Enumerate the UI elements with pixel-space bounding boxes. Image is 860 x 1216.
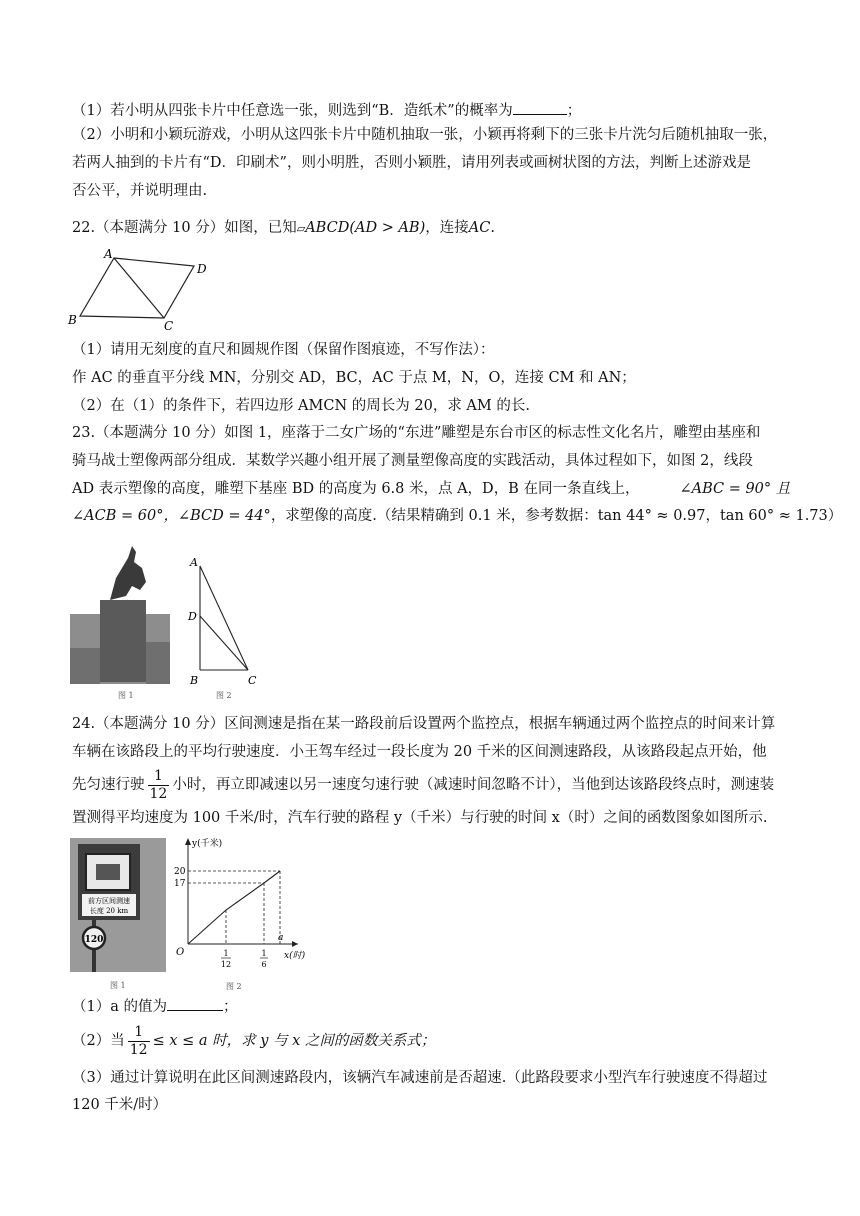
fig1-caption: 图 1 [118,691,134,700]
y-tick-17: 17 [174,879,186,889]
q24-line2: 车辆在该路段上的平均行驶速度．小王驾车经过一段长度为 20 千米的区间测速路段，从该路段起点开始，他 [72,744,767,760]
q23-line3: AD 表示塑像的高度，雕塑下基座 BD 的高度为 6.8 米，点 A，D，B 在同一条直线上， ∠ABC = 90° 且 [72,481,791,497]
label-c: C [164,319,174,333]
q23-line1: 23.（本题满分 10 分）如图 1，座落于二女广场的“东进”雕塑是东台市区的标志性文化名片，雕塑由基座和 [72,425,761,441]
q22-part1: （1）请用无刻度的直尺和圆规作图（保留作图痕迹，不写作法）： [72,342,495,358]
speed-limit-value: 120 [84,935,104,945]
q21-part2-line2: 若两人抽到的卡片有“D．印刷术”，则小明胜，否则小颖胜，请用列表或画树状图的方法，判断上述游戏是 [72,155,751,171]
label-a: A [104,247,113,261]
segment-dc [200,616,248,670]
diagonal-ac [114,258,164,318]
q21-part1: （1）若小明从四张卡片中任意选一张，则选到“B．造纸术”的概率为 ； [72,100,581,121]
q23-line4: ∠ACB = 60°，∠BCD = 44°，求塑像的高度.（结果精确到 0.1 米，参考数据：tan 44° ≈ 0.97，tan 60° ≈ 1.73） [72,508,843,524]
fig2-caption: 图 2 [226,982,242,991]
horse-rider-statue [110,546,146,600]
origin-label: O [176,947,185,958]
fig2-caption: 图 2 [216,691,232,700]
q24-part3-line1: （3）通过计算说明在此区间测速路段内，该辆汽车减速前是否超速.（此路段要求小型汽车行驶速度不得超过 [72,1070,768,1086]
label-a: A [190,556,198,569]
q21-part2-line3: 否公平，并说明理由. [72,183,208,199]
label-d: D [188,610,197,623]
x-axis-arrow [292,941,298,947]
x-axis-label: x(时) [284,951,306,961]
fraction-1-12: $\frac{1}{12}$ [149,767,168,802]
q24-part3-line2: 120 千米/时） [72,1097,168,1113]
label-b: B [68,313,77,327]
x-tick-1-12-num: 1 [223,949,229,958]
q24-line3: 先匀速行驶 $\frac{1}{12}$ 小时，再立即减速以另一速度匀速行驶（减速时间忽略不计），当他到达该路段终点时，测速装 [72,767,775,802]
y-tick-20: 20 [174,867,186,877]
answer-blank [513,100,567,115]
q24-line4: 置测得平均速度为 100 千米/时，汽车行驶的路程 y（千米）与行驶的时间 x（时）之间的函数图象如图所示. [72,810,768,826]
sign-text-1: 前方区间测速 [88,897,130,905]
q24-speed-sign-photo [70,838,166,990]
q24-part1: （1）a 的值为 ； [72,996,237,1017]
x-tick-1-6-num: 1 [261,949,267,958]
fig1-caption: 图 1 [110,981,126,990]
y-axis-label: y(千米) [192,839,223,849]
q24-distance-time-graph [172,834,322,994]
sculpture-base [100,600,146,682]
parallelogram-abcd [80,258,194,318]
q22-heading: 22.（本题满分 10 分）如图，已知▱ABCD(AD > AB)，连接AC. [72,220,495,236]
x-tick-1-12-den: 12 [220,960,232,969]
y-axis-arrow [185,838,191,845]
sign-text-2: 长度 20 km [89,907,129,915]
q23-triangle-figure [186,552,266,700]
q21-part2-line1: （2）小明和小颖玩游戏，小明从这四张卡片中随机抽取一张，小颖再将剩下的三张卡片洗匀后随机抽取一张， [72,127,778,143]
q24-line1: 24.（本题满分 10 分）区间测速是指在某一路段前后设置两个监控点，根据车辆通过两个监控点的时间来计算 [72,716,776,732]
segment-ac [200,566,248,670]
label-c: C [248,674,257,687]
answer-blank [167,996,223,1011]
q22-part2: （2）在（1）的条件下，若四边形 AMCN 的周长为 20，求 AM 的长. [72,398,530,414]
q23-sculpture-photo [70,538,170,700]
label-b: B [190,674,199,687]
graph-line [188,871,280,944]
fraction-1-12: $\frac{1}{12}$ [129,1023,148,1058]
camera-icon [96,864,120,880]
q23-line2: 骑马战士塑像两部分组成．某数学兴趣小组开展了测量塑像高度的实践活动，具体过程如下，如图 2，线段 [72,453,753,469]
q22-part1-instruction: 作 AC 的垂直平分线 MN，分别交 AD，BC，AC 于点 M，N，O，连接 CM 和 AN； [72,370,636,386]
x-tick-a: a [278,933,284,943]
q22-parallelogram-figure [66,246,226,336]
q24-part2: （2）当 $\frac{1}{12}$ ≤ x ≤ a 时，求 y 与 x 之间的函数关系式； [72,1023,436,1058]
x-tick-1-6-den: 6 [261,960,267,969]
label-d: D [197,262,207,276]
